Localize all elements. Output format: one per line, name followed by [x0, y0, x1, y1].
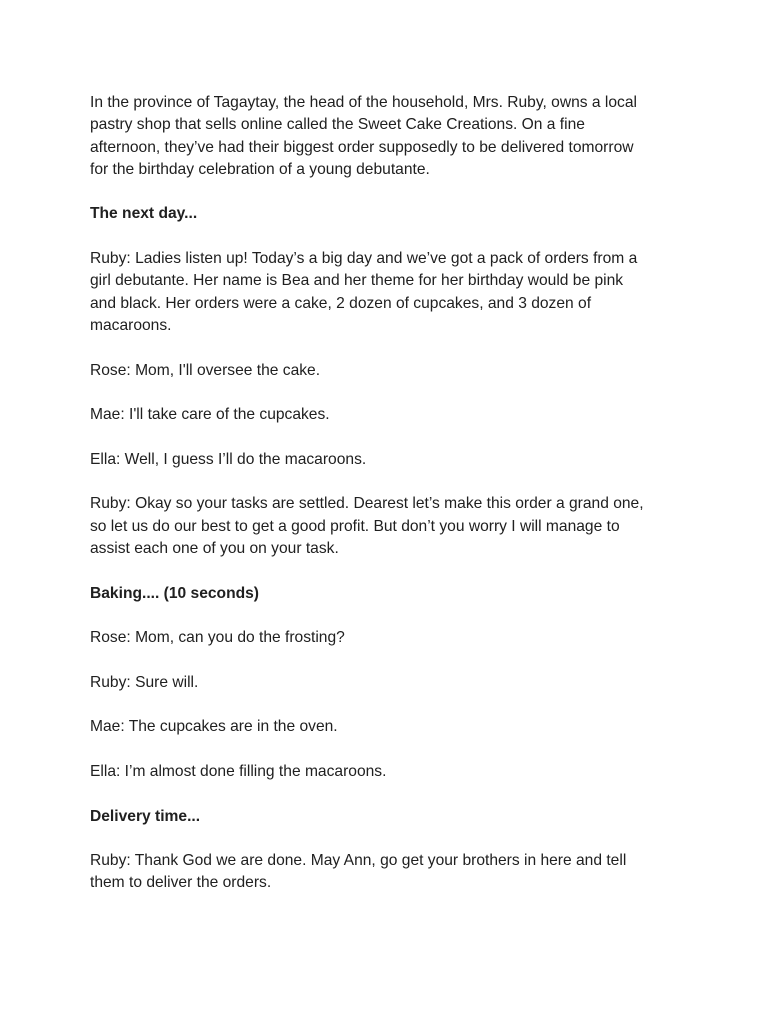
text-line: and black. Her orders were a cake, 2 dozen of cupcakes, and 3 dozen of [90, 294, 592, 312]
text-line: afternoon, they’ve had their biggest order supposedly to be delivered tomorrow [90, 138, 634, 156]
text-line: pastry shop that sells online called the Sweet Cake Creations. On a fine [90, 116, 585, 134]
dialogue-mae-cupcakes: Mae: I'll take care of the cupcakes. [90, 406, 330, 424]
dialogue-rose-frosting: Rose: Mom, can you do the frosting? [90, 629, 345, 647]
intro-paragraph [90, 92, 690, 181]
dialogue-ella-macaroons: Ella: Well, I guess I’ll do the macaroons. [90, 450, 367, 468]
text-line: assist each one of you on your task. [90, 539, 339, 557]
heading-next-day: The next day... [90, 205, 198, 223]
text-line: so let us do our best to get a good profit. But don’t you worry I will manage to [90, 517, 620, 535]
heading-delivery: Delivery time... [90, 807, 201, 825]
ruby-intro-paragraph [90, 248, 690, 337]
text-line: macaroons. [90, 316, 172, 334]
ruby-tasks-paragraph [90, 493, 690, 560]
text-line: for the birthday celebration of a young debutante. [90, 160, 430, 178]
ruby-done-paragraph [90, 850, 690, 895]
dialogue-mae-oven: Mae: The cupcakes are in the oven. [90, 718, 338, 736]
heading-baking: Baking.... (10 seconds) [90, 584, 259, 602]
text-line: girl debutante. Her name is Bea and her theme for her birthday would be pink [90, 272, 624, 290]
dialogue-ruby-sure: Ruby: Sure will. [90, 673, 199, 691]
dialogue-rose-cake: Rose: Mom, I'll oversee the cake. [90, 361, 321, 379]
text-line: In the province of Tagaytay, the head of the household, Mrs. Ruby, owns a local [90, 94, 637, 111]
text-line: Ruby: Okay so your tasks are settled. Dearest let’s make this order a grand one, [90, 495, 644, 513]
text-line: them to deliver the orders. [90, 874, 272, 892]
text-line: Ruby: Ladies listen up! Today’s a big day and we’ve got a pack of orders from a [90, 250, 638, 268]
document-page [90, 92, 690, 917]
text-line: Ruby: Thank God we are done. May Ann, go get your brothers in here and tell [90, 852, 627, 870]
dialogue-ella-filling: Ella: I’m almost done filling the macaroons. [90, 762, 387, 780]
